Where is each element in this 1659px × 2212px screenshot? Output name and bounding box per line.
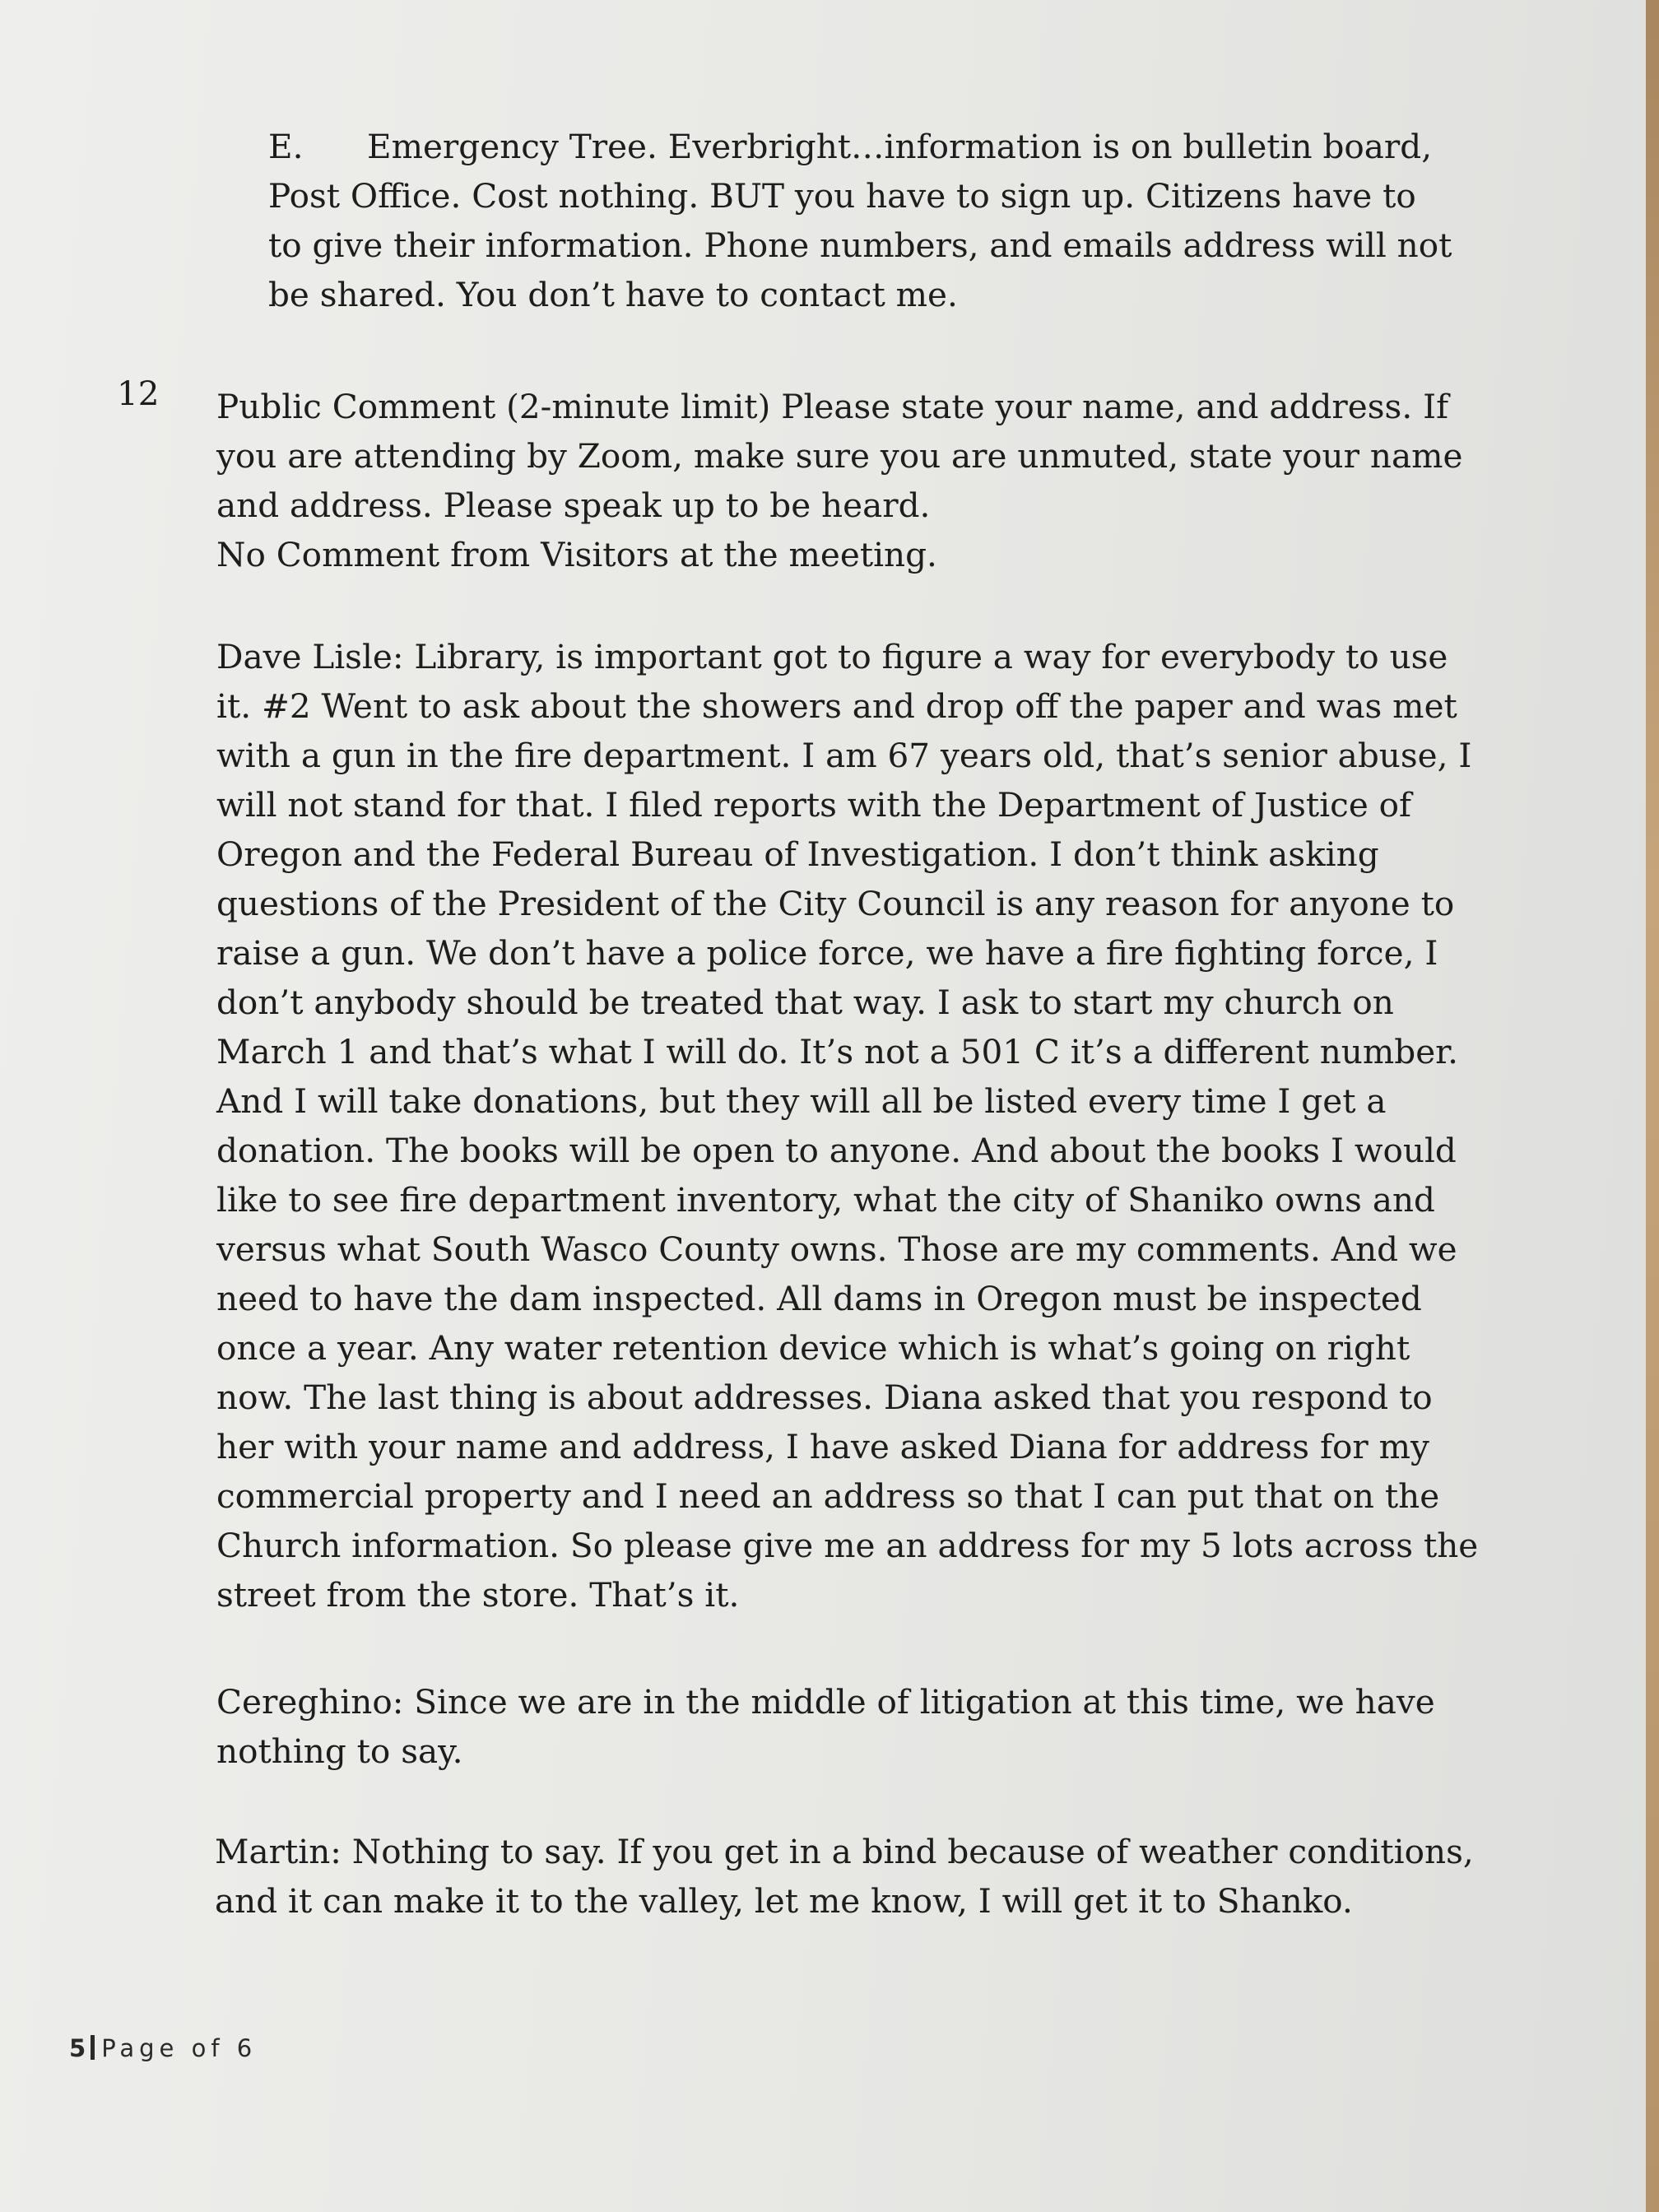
dave-lisle-line-9: March 1 and that’s what I will do. It’s not a 501 C it’s a different number. bbox=[216, 1032, 1458, 1071]
public-comment-paragraph bbox=[216, 382, 1462, 579]
page-footer bbox=[69, 2034, 257, 2062]
martin-line-2: and it can make it to the valley, let me know, I will get it to Shanko. bbox=[215, 1881, 1353, 1921]
dave-lisle-line-14: need to have the dam inspected. All dams in Oregon must be inspected bbox=[216, 1279, 1422, 1318]
item-e-line-1 bbox=[268, 122, 1452, 171]
dave-lisle-line-18: commercial property and I need an address so that I can put that on the bbox=[216, 1476, 1440, 1516]
item-12-number: 12 bbox=[117, 374, 160, 413]
dave-lisle-line-13: versus what South Wasco County owns. Those are my comments. And we bbox=[216, 1229, 1457, 1269]
dave-lisle-line-4: will not stand for that. I filed reports with the Department of Justice of bbox=[216, 785, 1412, 825]
page-label: Page of 6 bbox=[101, 2034, 258, 2062]
dave-lisle-line-12: like to see fire department inventory, what the city of Shaniko owns and bbox=[216, 1180, 1435, 1220]
dave-lisle-line-20: street from the store. That’s it. bbox=[216, 1575, 740, 1615]
dave-lisle-line-17: her with your name and address, I have asked Diana for address for my bbox=[216, 1427, 1429, 1466]
item-e-line-2: Post Office. Cost nothing. BUT you have to sign up. Citizens have to bbox=[268, 176, 1416, 216]
item-e-line-3: to give their information. Phone numbers, and emails address will not bbox=[268, 225, 1452, 265]
dave-lisle-line-7: raise a gun. We don’t have a police force, we have a fire fighting force, I bbox=[216, 933, 1438, 973]
dave-lisle-line-5: Oregon and the Federal Bureau of Investigation. I don’t think asking bbox=[216, 834, 1379, 874]
dave-lisle-line-11: donation. The books will be open to anyone. And about the books I would bbox=[216, 1131, 1457, 1170]
cereghino-line-2: nothing to say. bbox=[216, 1731, 463, 1771]
public-comment-line-2: you are attending by Zoom, make sure you are unmuted, state your name bbox=[216, 436, 1463, 476]
public-comment-line-3: and address. Please speak up to be heard. bbox=[216, 486, 931, 525]
item-e-line-4: be shared. You don’t have to contact me. bbox=[268, 275, 958, 314]
dave-lisle-line-3: with a gun in the fire department. I am 67 years old, that’s senior abuse, I bbox=[216, 736, 1472, 775]
page-number: 5 bbox=[69, 2034, 88, 2062]
dave-lisle-line-2: it. #2 Went to ask about the showers and drop off the paper and was met bbox=[216, 686, 1457, 726]
dave-lisle-line-19: Church information. So please give me an address for my 5 lots across the bbox=[216, 1526, 1479, 1565]
martin-comment bbox=[215, 1827, 1474, 1926]
dave-lisle-line-8: don’t anybody should be treated that way. I ask to start my church on bbox=[216, 983, 1394, 1022]
item-e-letter: E. bbox=[268, 127, 304, 166]
item-e-line-1-text: Emergency Tree. Everbright…information is on bulletin board, bbox=[367, 127, 1433, 166]
dave-lisle-line-10: And I will take donations, but they will all be listed every time I get a bbox=[216, 1081, 1387, 1121]
dave-lisle-line-6: questions of the President of the City Council is any reason for anyone to bbox=[216, 884, 1455, 923]
page-separator bbox=[91, 2035, 95, 2060]
dave-lisle-line-16: now. The last thing is about addresses. Diana asked that you respond to bbox=[216, 1378, 1433, 1417]
public-comment-line-1: Public Comment (2-minute limit) Please state your name, and address. If bbox=[216, 387, 1449, 426]
dave-lisle-line-15: once a year. Any water retention device which is what’s going on right bbox=[216, 1328, 1410, 1368]
cereghino-comment bbox=[216, 1677, 1435, 1776]
dave-lisle-comment bbox=[216, 632, 1478, 1620]
public-comment-line-4: No Comment from Visitors at the meeting. bbox=[216, 535, 937, 574]
item-e-paragraph bbox=[268, 122, 1452, 319]
martin-line-1: Martin: Nothing to say. If you get in a bind because of weather conditions, bbox=[215, 1832, 1474, 1871]
dave-lisle-line-1: Dave Lisle: Library, is important got to figure a way for everybody to use bbox=[216, 637, 1448, 676]
cereghino-line-1: Cereghino: Since we are in the middle of litigation at this time, we have bbox=[216, 1682, 1435, 1722]
